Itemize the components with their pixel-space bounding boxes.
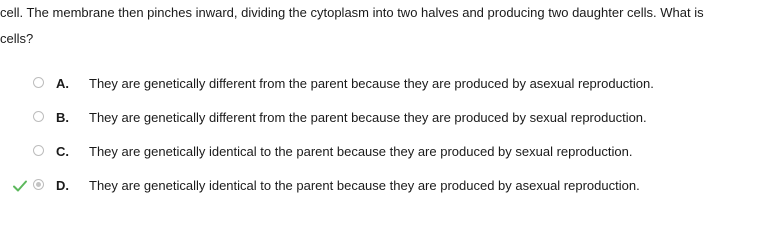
option-b[interactable] [0,102,783,136]
question-text [0,0,783,52]
option-text[interactable]: They are genetically identical to the parent because they are produced by sexual reproduction. [89,144,633,159]
option-c[interactable] [0,136,783,170]
option-text[interactable]: They are genetically different from the parent because they are produced by asexual reproduction. [89,76,654,91]
option-letter: D. [56,178,69,193]
question-line-1: cell. The membrane then pinches inward, dividing the cytoplasm into two halves and producing two daughter cells. What is [0,5,704,20]
option-text[interactable]: They are genetically different from the parent because they are produced by sexual reproduction. [89,110,647,125]
answer-options [0,68,783,204]
option-letter: B. [56,110,69,125]
radio-icon[interactable] [33,145,44,156]
checkmark-icon [11,177,29,195]
option-a[interactable] [0,68,783,102]
radio-icon[interactable] [33,77,44,88]
option-d[interactable] [0,170,783,204]
radio-icon[interactable] [33,111,44,122]
question-line-2: cells? [0,31,34,46]
option-letter: C. [56,144,69,159]
option-letter: A. [56,76,69,91]
option-text[interactable]: They are genetically identical to the parent because they are produced by asexual reproduction. [89,178,640,193]
radio-icon[interactable] [33,179,44,190]
